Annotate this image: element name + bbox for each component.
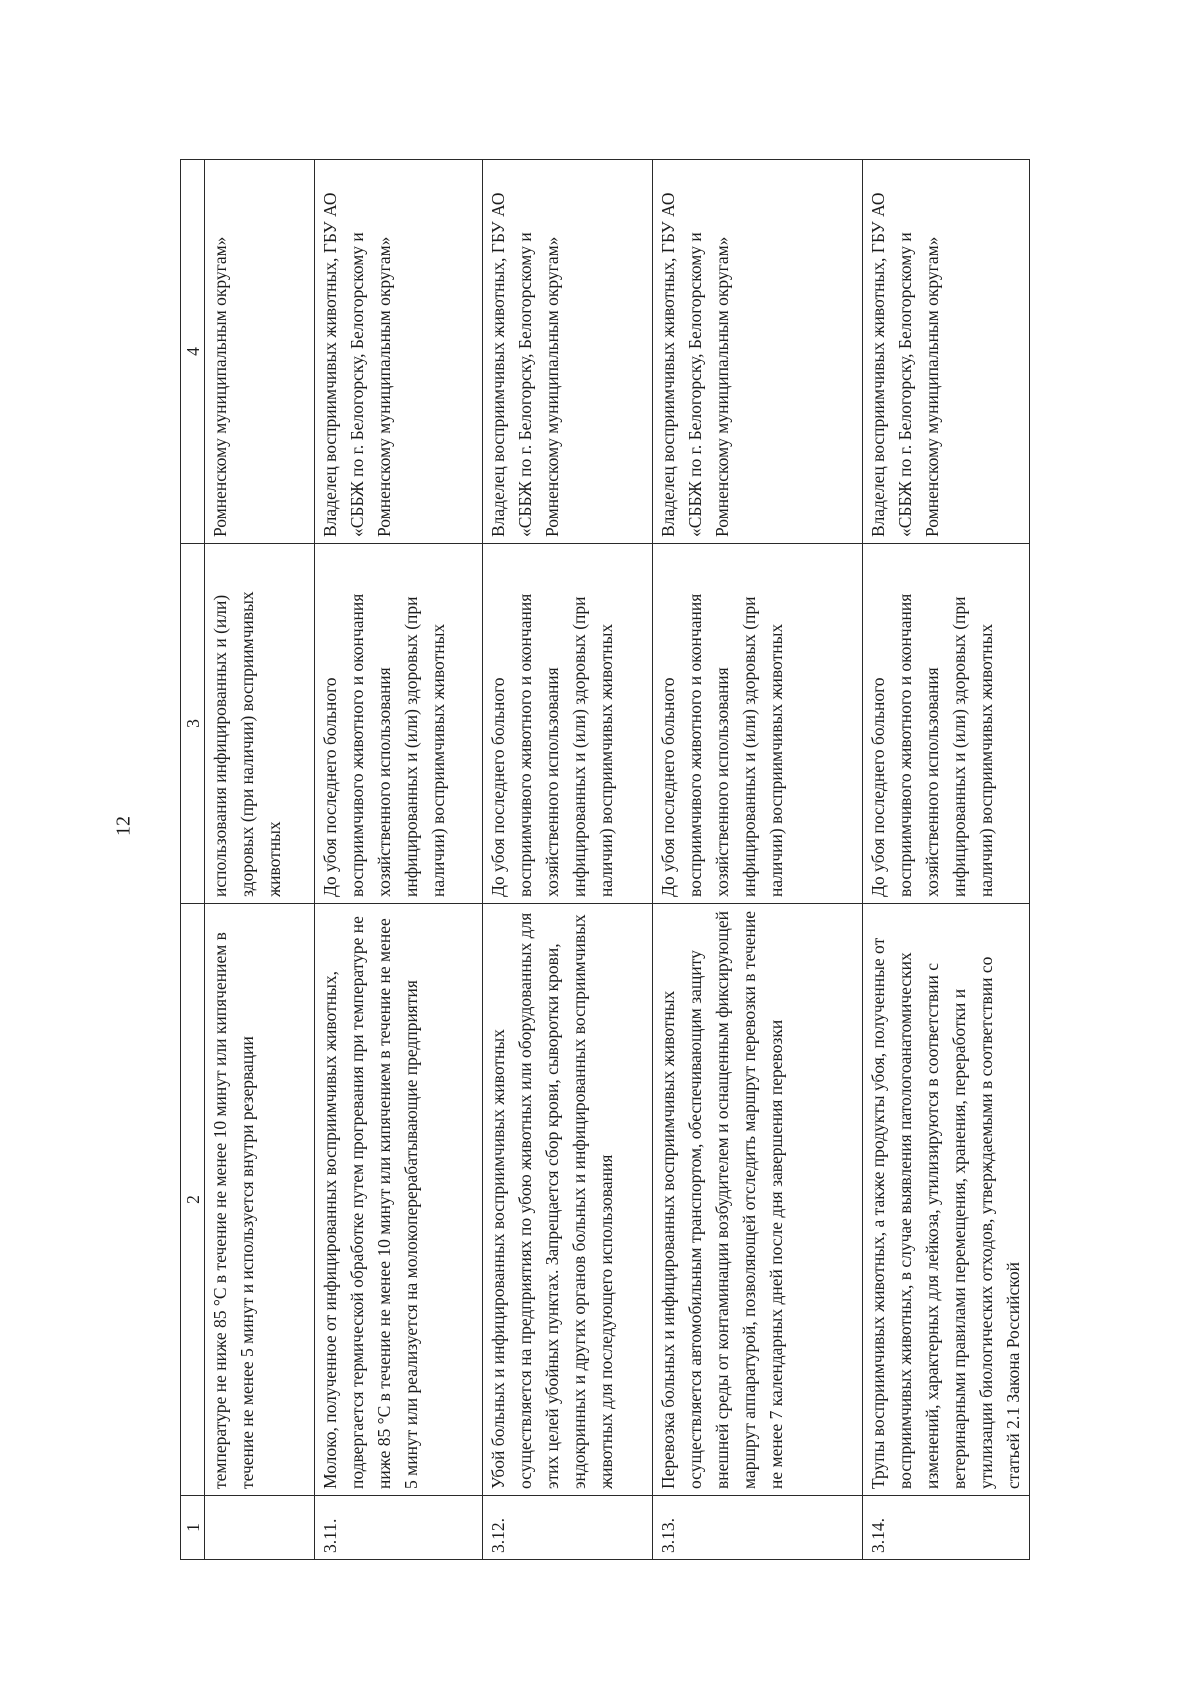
row-measure: Трупы восприимчивых животных, а также продукты убоя, полученные от восприимчивых животных, в случае выявления патологоанатомических изменений, характерных для лейкоза, утилизируются в соответствии с ветеринарными правилами перемещения, хранения, переработки и утилизации биологических отходов, утверждаемыми в соответствии со статьей 2.1 Закона Российской: [863, 904, 1030, 1496]
table-row: [315, 160, 483, 1560]
page-number: 12: [112, 816, 135, 836]
table-row: [653, 160, 863, 1560]
row-measure: Убой больных и инфицированных восприимчивых животных осуществляется на предприятиях по убою животных или оборудованных для этих целей убойных пунктах. Запрещается сбор крови, сыворотки крови, эндокринных и других органов больных и инфицированных восприимчивых животных для последующего использования: [483, 904, 653, 1496]
header-col-3: 3: [181, 544, 205, 904]
row-deadline: До убоя последнего больного восприимчивого животного и окончания хозяйственного использования инфицированных и (или) здоровых (при наличии) восприимчивых животных: [863, 544, 1030, 904]
row-responsible: Владелец восприимчивых животных, ГБУ АО «СББЖ по г. Белогорску, Белогорскому и Ромненскому муниципальным округам»: [863, 160, 1030, 544]
row-responsible: Ромненскому муниципальным округам»: [205, 160, 315, 544]
header-col-2: 2: [181, 904, 205, 1496]
header-col-1: 1: [181, 1496, 205, 1560]
row-number: 3.14.: [863, 1496, 1030, 1560]
rotated-table-wrapper: [180, 160, 1023, 1560]
table-header-row: [181, 160, 205, 1560]
row-number: 3.11.: [315, 1496, 483, 1560]
measures-table: [180, 159, 1030, 1560]
row-responsible: Владелец восприимчивых животных, ГБУ АО «СББЖ по г. Белогорску, Белогорскому и Ромненскому муниципальным округам»: [483, 160, 653, 544]
row-deadline: До убоя последнего больного восприимчивого животного и окончания хозяйственного использования инфицированных и (или) здоровых (при наличии) восприимчивых животных: [483, 544, 653, 904]
row-measure: Перевозка больных и инфицированных восприимчивых животных осуществляется автомобильным транспортом, обеспечивающим защиту внешней среды от контаминации возбудителем и оснащенным фиксирующей маршрут аппаратурой, позволяющей отследить маршрут перевозки в течение не менее 7 календарных дней после дня завершения перевозки: [653, 904, 863, 1496]
row-measure: Молоко, полученное от инфицированных восприимчивых животных, подвергается термической обработке путем прогревания при температуре не ниже 85 °С в течение не менее 10 минут или кипячением в течение не менее 5 минут или реализуется на молокоперерабатывающие предприятия: [315, 904, 483, 1496]
row-responsible: Владелец восприимчивых животных, ГБУ АО «СББЖ по г. Белогорску, Белогорскому и Ромненскому муниципальным округам»: [653, 160, 863, 544]
row-deadline: До убоя последнего больного восприимчивого животного и окончания хозяйственного использования инфицированных и (или) здоровых (при наличии) восприимчивых животных: [653, 544, 863, 904]
row-number: 3.13.: [653, 1496, 863, 1560]
row-deadline: До убоя последнего больного восприимчивого животного и окончания хозяйственного использования инфицированных и (или) здоровых (при наличии) восприимчивых животных: [315, 544, 483, 904]
row-number: [205, 1496, 315, 1560]
row-responsible: Владелец восприимчивых животных, ГБУ АО «СББЖ по г. Белогорску, Белогорскому и Ромненскому муниципальным округам»: [315, 160, 483, 544]
row-number: 3.12.: [483, 1496, 653, 1560]
table-row: [205, 160, 315, 1560]
row-deadline: использования инфицированных и (или) здоровых (при наличии) восприимчивых животных: [205, 544, 315, 904]
table-row: [483, 160, 653, 1560]
table-row: [863, 160, 1030, 1560]
header-col-4: 4: [181, 160, 205, 544]
row-measure: температуре не ниже 85 °С в течение не менее 10 минут или кипячением в течение не менее 5 минут и используется внутри резервации: [205, 904, 315, 1496]
